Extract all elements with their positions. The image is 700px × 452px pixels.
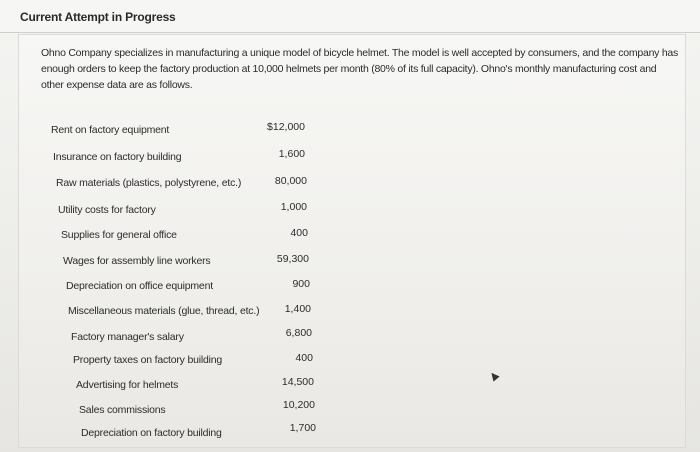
header-bar [0, 0, 700, 33]
expense-label-depreciation-office-equipment: Depreciation on office equipment [66, 280, 213, 292]
expense-value-misc-materials: 1,400 [284, 303, 311, 315]
expense-value-sales-commissions: 10,200 [282, 399, 315, 411]
page-title: Current Attempt in Progress [20, 10, 176, 24]
expense-label-raw-materials: Raw materials (plastics, polystyrene, etc.) [56, 177, 242, 189]
expense-value-factory-manager-salary: 6,800 [285, 327, 312, 339]
expense-label-sales-commissions: Sales commissions [79, 404, 166, 416]
expense-label-misc-materials: Miscellaneous materials (glue, thread, etc.) [68, 305, 260, 317]
expense-label-advertising: Advertising for helmets [76, 379, 179, 391]
expense-label-factory-manager-salary: Factory manager's salary [71, 331, 184, 343]
expense-label-supplies-general-office: Supplies for general office [61, 229, 177, 241]
expense-label-utility-costs: Utility costs for factory [58, 204, 156, 216]
expense-value-depreciation-office-equipment: 900 [292, 278, 310, 290]
question-card [18, 34, 686, 448]
expense-label-depreciation-factory-building: Depreciation on factory building [81, 427, 222, 439]
expense-value-utility-costs: 1,000 [280, 201, 307, 213]
expense-value-advertising: 14,500 [281, 376, 314, 388]
expense-label-wages-assembly-line: Wages for assembly line workers [63, 255, 211, 267]
expense-label-rent-factory-equipment: Rent on factory equipment [51, 124, 170, 136]
expense-label-property-taxes: Property taxes on factory building [73, 354, 223, 366]
problem-intro: Ohno Company specializes in manufacturing a unique model of bicycle helmet. The model is well accepted by consumers, and the company has enough orders to keep the factory production at 10,000 helmets per month (80% of its full capacity). Ohno's monthly manufacturing cost and other expense data are as follows. [41, 47, 679, 91]
expense-value-supplies-general-office: 400 [290, 227, 308, 239]
expense-value-raw-materials: 80,000 [274, 175, 307, 187]
expense-value-insurance-factory-building: 1,600 [278, 148, 305, 160]
expense-value-property-taxes: 400 [295, 352, 313, 364]
expense-value-rent-factory-equipment: $12,000 [267, 121, 305, 133]
expense-label-insurance-factory-building: Insurance on factory building [53, 151, 182, 163]
expense-value-wages-assembly-line: 59,300 [276, 253, 309, 265]
expense-value-depreciation-factory-building: 1,700 [289, 422, 316, 434]
